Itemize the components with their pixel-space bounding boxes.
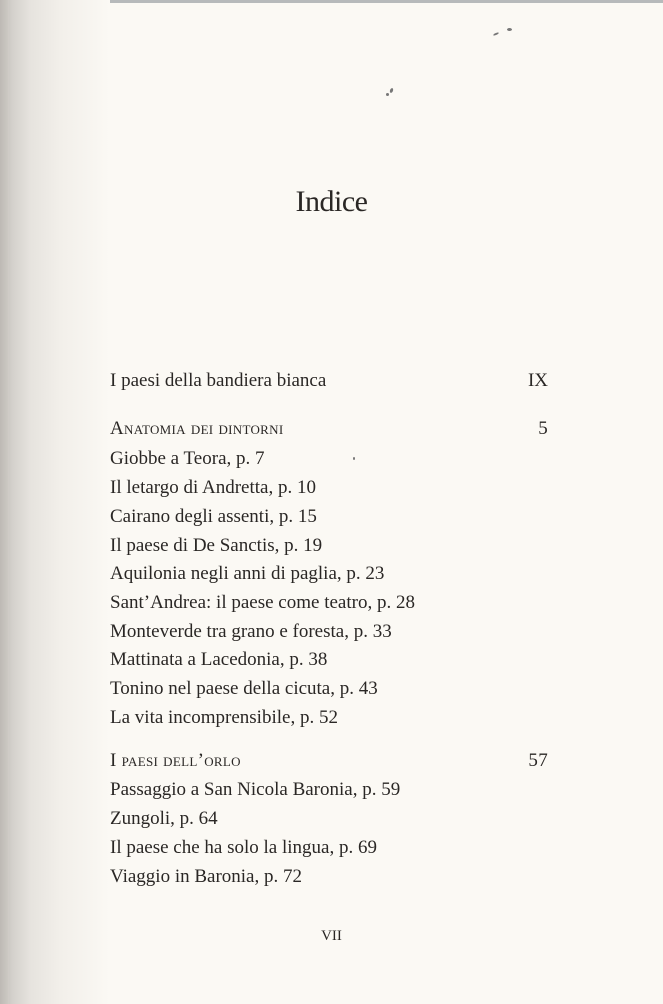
paper-speck	[507, 28, 512, 31]
toc-preface[interactable]	[110, 370, 548, 392]
toc-entry[interactable]: Il letargo di Andretta, p. 10	[110, 477, 316, 498]
toc-page-number: 5	[538, 418, 548, 439]
toc-page-number: IX	[527, 370, 548, 391]
toc-entry[interactable]: La vita incomprensibile, p. 52	[110, 707, 338, 728]
page-edge	[8, 0, 9, 1004]
toc-entry[interactable]: Tonino nel paese della cicuta, p. 43	[110, 678, 378, 699]
paper-speck	[493, 32, 499, 36]
paper-speck	[389, 88, 394, 94]
toc-entry[interactable]: Il paese che ha solo la lingua, p. 69	[110, 837, 377, 858]
page-title: Indice	[295, 185, 368, 218]
toc-entry[interactable]: Cairano degli assenti, p. 15	[110, 506, 317, 527]
paper-speck	[386, 93, 389, 96]
toc-entry[interactable]: Viaggio in Baronia, p. 72	[110, 866, 302, 887]
toc-entry[interactable]: Zungoli, p. 64	[110, 808, 218, 829]
toc-entry-label: I paesi della bandiera bianca	[110, 370, 327, 391]
toc-section-heading[interactable]	[110, 750, 548, 772]
toc-entry[interactable]: Aquilonia negli anni di paglia, p. 23	[110, 563, 385, 584]
toc-entry[interactable]: Giobbe a Teora, p. 7	[110, 448, 265, 469]
toc-section-label: I paesi dell’orlo	[110, 750, 241, 771]
toc-entry[interactable]: Mattinata a Lacedonia, p. 38	[110, 649, 328, 670]
toc-section-heading[interactable]	[110, 418, 548, 440]
toc-section-label: Anatomia dei dintorni	[110, 418, 284, 439]
book-gutter-shadow	[0, 0, 110, 1004]
page-folio: VII	[321, 928, 342, 944]
toc-page-number: 57	[528, 750, 548, 771]
toc-entry[interactable]: Passaggio a San Nicola Baronia, p. 59	[110, 779, 401, 800]
toc-entry[interactable]: Il paese di De Sanctis, p. 19	[110, 535, 323, 556]
toc-entry[interactable]: Monteverde tra grano e foresta, p. 33	[110, 621, 392, 642]
toc-entry[interactable]: Sant’Andrea: il paese come teatro, p. 28	[110, 592, 415, 613]
